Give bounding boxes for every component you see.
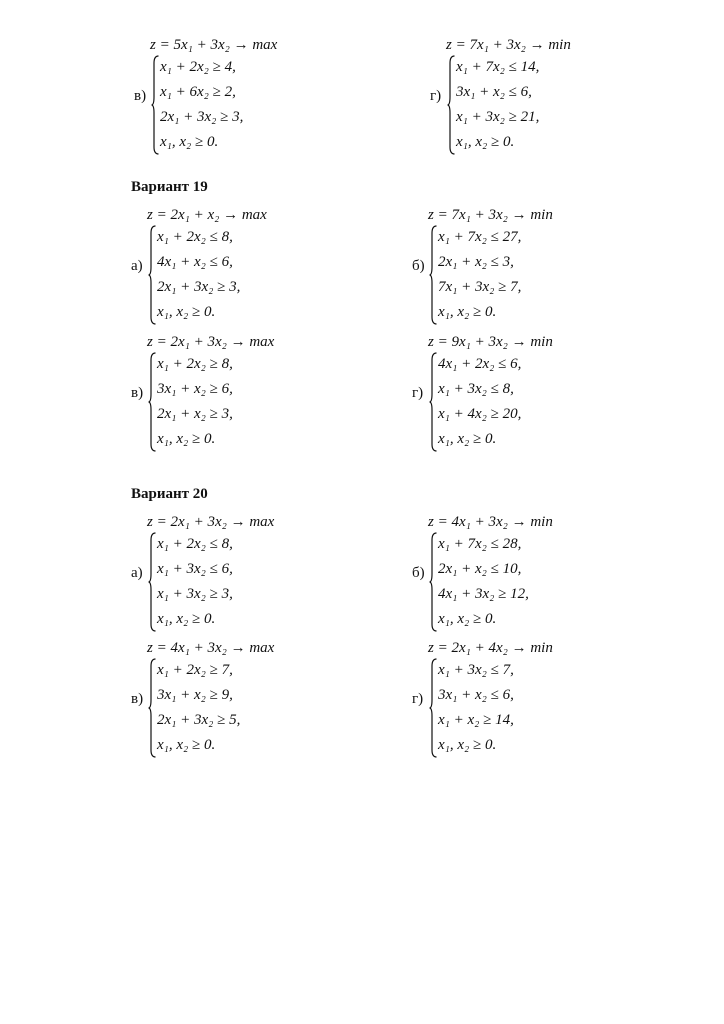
constraint-row: x₁ + 2x₂ ≥ 4,: [160, 59, 236, 75]
constraint-row: x₁ + 6x₂ ≥ 2,: [160, 84, 236, 100]
objective: z = 2x₁ + 3x₂ → max: [147, 514, 275, 530]
problem-19-a: [131, 207, 431, 327]
constraint-row: 4x₁ + x₂ ≤ 6,: [157, 254, 233, 270]
objective: z = 2x₁ + x₂ → max: [147, 207, 267, 223]
constraint-row: 2x₁ + x₂ ≤ 3,: [438, 254, 514, 270]
problem-label: б): [412, 258, 425, 274]
problem-20-b: [412, 514, 712, 634]
objective: z = 7x₁ + 3x₂ → min: [446, 37, 571, 53]
constraint-row: x₁, x₂ ≥ 0.: [456, 134, 515, 150]
objective: z = 2x₁ + 3x₂ → max: [147, 334, 275, 350]
constraint-row: x₁, x₂ ≥ 0.: [157, 611, 216, 627]
problem-top-g: [430, 37, 724, 157]
objective: z = 4x₁ + 3x₂ → max: [147, 640, 275, 656]
objective: z = 2x₁ + 4x₂ → min: [428, 640, 553, 656]
constraint-row: x₁ + 3x₂ ≤ 6,: [157, 561, 233, 577]
constraint-row: 2x₁ + 3x₂ ≥ 3,: [160, 109, 244, 125]
variant-20-title: Вариант 20: [131, 486, 208, 502]
constraint-row: 4x₁ + 3x₂ ≥ 12,: [438, 586, 529, 602]
constraint-row: x₁, x₂ ≥ 0.: [438, 611, 497, 627]
problem-19-b: [412, 207, 712, 327]
left-brace-icon: [148, 532, 156, 632]
constraint-row: x₁, x₂ ≥ 0.: [157, 737, 216, 753]
left-brace-icon: [447, 55, 455, 155]
constraint-row: 7x₁ + 3x₂ ≥ 7,: [438, 279, 522, 295]
constraint-row: x₁ + 2x₂ ≥ 7,: [157, 662, 233, 678]
constraint-row: x₁ + 3x₂ ≥ 3,: [157, 586, 233, 602]
problem-label: г): [412, 385, 424, 401]
constraint-row: 2x₁ + 3x₂ ≥ 5,: [157, 712, 241, 728]
constraint-row: x₁ + 2x₂ ≤ 8,: [157, 229, 233, 245]
constraint-row: x₁ + 7x₂ ≤ 27,: [438, 229, 522, 245]
constraint-row: 3x₁ + x₂ ≥ 6,: [157, 381, 233, 397]
left-brace-icon: [429, 532, 437, 632]
problem-label: в): [131, 691, 144, 707]
constraint-row: 3x₁ + x₂ ≤ 6,: [438, 687, 514, 703]
constraint-row: 3x₁ + x₂ ≥ 9,: [157, 687, 233, 703]
problem-label: в): [134, 88, 147, 104]
problem-label: а): [131, 258, 143, 274]
constraint-row: x₁, x₂ ≥ 0.: [160, 134, 219, 150]
constraint-row: x₁, x₂ ≥ 0.: [157, 304, 216, 320]
constraint-row: 4x₁ + 2x₂ ≤ 6,: [438, 356, 522, 372]
objective: z = 5x₁ + 3x₂ → max: [150, 37, 278, 53]
objective: z = 4x₁ + 3x₂ → min: [428, 514, 553, 530]
constraint-row: 2x₁ + 3x₂ ≥ 3,: [157, 279, 241, 295]
problem-label: г): [412, 691, 424, 707]
left-brace-icon: [429, 658, 437, 758]
problem-label: а): [131, 565, 143, 581]
constraint-row: x₁ + 2x₂ ≥ 8,: [157, 356, 233, 372]
constraint-row: x₁ + 3x₂ ≤ 8,: [438, 381, 514, 397]
constraint-row: 2x₁ + x₂ ≤ 10,: [438, 561, 522, 577]
left-brace-icon: [148, 352, 156, 452]
objective: z = 7x₁ + 3x₂ → min: [428, 207, 553, 223]
constraint-row: x₁ + 7x₂ ≤ 14,: [456, 59, 540, 75]
constraint-row: x₁ + x₂ ≥ 14,: [438, 712, 514, 728]
constraint-row: x₁ + 2x₂ ≤ 8,: [157, 536, 233, 552]
constraint-row: x₁, x₂ ≥ 0.: [438, 737, 497, 753]
left-brace-icon: [429, 352, 437, 452]
constraint-row: x₁, x₂ ≥ 0.: [438, 304, 497, 320]
variant-19-title: Вариант 19: [131, 179, 208, 195]
constraint-row: 3x₁ + x₂ ≤ 6,: [456, 84, 532, 100]
constraint-row: x₁ + 3x₂ ≤ 7,: [438, 662, 514, 678]
problem-20-g: [412, 640, 712, 760]
left-brace-icon: [429, 225, 437, 325]
problem-label: в): [131, 385, 144, 401]
problem-20-v: [131, 640, 431, 760]
left-brace-icon: [151, 55, 159, 155]
problem-label: г): [430, 88, 442, 104]
constraint-row: x₁ + 7x₂ ≤ 28,: [438, 536, 522, 552]
problem-19-v: [131, 334, 431, 454]
problem-19-g: [412, 334, 712, 454]
left-brace-icon: [148, 658, 156, 758]
objective: z = 9x₁ + 3x₂ → min: [428, 334, 553, 350]
problem-20-a: [131, 514, 431, 634]
constraint-row: x₁, x₂ ≥ 0.: [438, 431, 497, 447]
problem-top-v: [134, 37, 434, 157]
constraint-row: x₁ + 4x₂ ≥ 20,: [438, 406, 522, 422]
problem-label: б): [412, 565, 425, 581]
constraint-row: 2x₁ + x₂ ≥ 3,: [157, 406, 233, 422]
left-brace-icon: [148, 225, 156, 325]
constraint-row: x₁, x₂ ≥ 0.: [157, 431, 216, 447]
constraint-row: x₁ + 3x₂ ≥ 21,: [456, 109, 540, 125]
